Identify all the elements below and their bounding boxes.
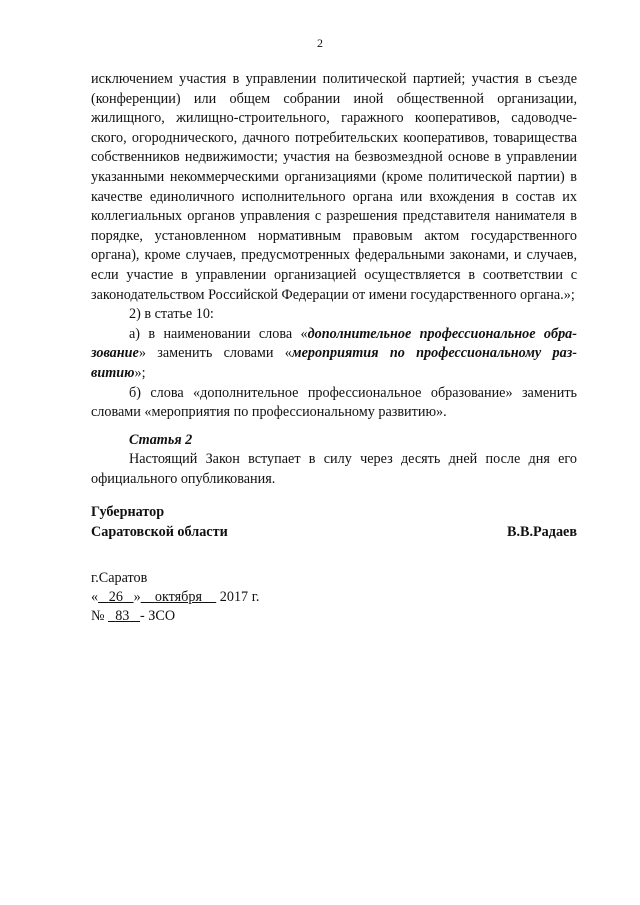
number-value: 83 (115, 608, 130, 624)
item-a-middle: » заменить словами « (138, 345, 292, 362)
date-month: октября (154, 589, 203, 605)
date-day: 26 (108, 589, 123, 605)
number-prefix: № (91, 608, 105, 624)
item-b: б) слова «дополнительное профессиональное образование» заменить словами «мероприятия по профессиональному развитию». (91, 384, 577, 421)
item-a-suffix: »; (134, 364, 146, 381)
item-a-old-phrase: дополнительное профессиональное образование (91, 325, 578, 362)
page-number: 2 (317, 36, 323, 50)
paragraph-article-10: 2) в статье 10: (129, 306, 214, 323)
item-a-new-phrase: мероприятия по профессиональному развитию (91, 345, 577, 381)
number-suffix: - ЗСО (140, 608, 176, 624)
item-a (91, 325, 577, 384)
document-number (91, 607, 259, 626)
document-body (91, 70, 577, 489)
date-close-quote: » (133, 589, 141, 605)
place-date-block (91, 569, 259, 626)
place: г.Саратов (91, 570, 148, 586)
date-year: 2017 г. (219, 589, 260, 605)
date-open-quote: « (91, 589, 99, 605)
signatory-title-line2: Саратовской области (91, 524, 228, 540)
article-text: Настоящий Закон вступает в силу через десять дней после дня его официального опубликования. (91, 451, 577, 487)
item-a-prefix: а) в наименовании слова « (129, 325, 308, 342)
paragraph-continuation: исключением участия в управлении политической партией; участия в съезде (конференции) или общем собрании иной общественной организации, жилищного, жилищно-строительного, гаражного кооперативов, садоводческого, огороднического, дачного потребительских кооперативов, товарищества собственников недвижимости; участия на безвозмездной основе в управлении указанными некоммерческими организациями (кроме политической партии) в качестве единоличного исполнительного органа или вхождения в состав их коллегиальных органов управления с разрешения представителя нанимателя в порядке, установленном нормативным правовым актом государственного органа), кроме случаев, предусмотренных федеральными законами, и случаев, если участие в управлении организацией осуществляется в соответствии с законодательством Российской Федерации от имени государственного органа.»; (91, 71, 577, 303)
article-heading: Статья 2 (129, 431, 193, 448)
signatory-name: В.В.Радаев (506, 524, 577, 540)
signatory-title-line1: Губернатор (91, 504, 165, 520)
signature-block (91, 502, 577, 542)
date-line (91, 588, 259, 607)
